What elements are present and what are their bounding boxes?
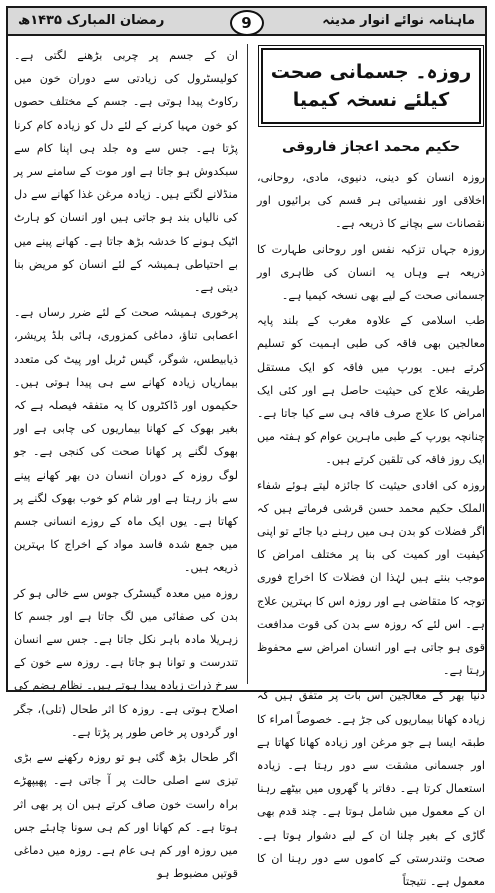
paragraph: پرخوری ہمیشہ صحت کے لئے ضرر رساں ہے۔ اعصابی تناؤ، دماغی کمزوری، ہائی بلڈ پریشر، ذیابیطس، شوگر، گیس ٹربل اور پیٹ کی متعدد بیماریاں زیادہ کھانے سے ہی پیدا ہوتی ہیں۔ حکیموں اور ڈاکٹروں کا یہ متفقہ فیصلہ ہے کہ بغیر بھوک کے کھانا بیماریوں کی چابی ہے اور بھوک لگنے پر کھانا صحت کی کنجی ہے۔ جو لوگ روزہ کے دوران انسان دن بھر کھانے پینے سے باز رہتا ہے اور شام کو خوب بھوک لگنے پر کھاتا ہے۔ یوں ایک ماہ کے روزے انسانی جسم میں جمع شدہ فاسد مواد کے اخراج کا بہترین ذریعہ ہیں۔ xyxy=(14,306,238,575)
article-author: حکیم محمد اعجاز فاروقی xyxy=(281,139,461,155)
magazine-title: ماہنامہ نوائے انوار مدینہ xyxy=(322,13,475,28)
paragraph: روزہ جہاں تزکیہ نفس اور روحانی طہارت کا ذریعہ ہے وہاں یہ انسان کی ظاہری اور جسمانی صحت کے لیے بھی نسخہ کیمیا ہے۔ xyxy=(257,242,485,303)
paragraph: روزہ میں معدہ گیسٹرک جوس سے خالی ہو کر بدن کی صفائی میں لگ جاتا ہے اور جسم کا زہریلا مادہ باہر نکل جاتا ہے۔ جس سے انسان تندرست و توانا ہو جاتا ہے۔ روزہ سے خون کے سرخ ذرات زیادہ پیدا ہوتے ہیں۔ نظام ہضم کی اصلاح ہوتی ہے۔ روزہ کا اثر طحال (تلی)، جگر اور گردوں پر خاص طور پر پڑتا ہے۔ xyxy=(14,586,238,739)
left-column xyxy=(14,44,238,881)
paragraph: ان کے جسم پر چربی بڑھنے لگتی ہے۔ کولیسٹرول کی زیادتی سے دوران خون میں رکاوٹ پیدا ہوتی ہے۔ جسم کے مختلف حصوں کو خون مہیا کرنے کے لئے دل کو زیادہ کام کرنا پڑتا ہے۔ جس سے وہ جلد ہی اپنا کام سے سبکدوش ہو جاتا ہے اور موت کے سامنے سر پر منڈلانے لگتے ہیں۔ زیادہ مرغن غذا کھانے سے دل کی نالیاں بند ہو جاتی ہیں اور انسان کو ہارٹ اٹیک ہونے کا خدشہ بڑھ جاتا ہے۔ کھانے پینے میں بے احتیاطی ہمیشہ کے لئے انسان کو مریض بنا دیتی ہے۔ xyxy=(14,49,238,295)
issue-label: رمضان المبارک ۱۴۳۵ھ xyxy=(18,13,165,28)
page-number: 9 xyxy=(230,10,264,36)
paragraph: روزہ کی افادی حیثیت کا جائزہ لیتے ہوئے شفاء الملک حکیم محمد حسن قرشی فرماتے ہیں کہ اگر فضلات کو بدن ہی میں رہنے دیا جائے تو اپنی کیفیت اور کمیت کی بنا پر مختلف امراض کا موجب بنتے ہیں لہٰذا ان فضلات کا اخراج فوری توجہ کا متقاضی ہے اور روزہ اس کا بہترین علاج ہے۔ اس لئے کہ روزہ سے بدن کی قوت مدافعت قوی ہو جاتی ہے اور انسان امراض سے محفوظ رہتا ہے۔ xyxy=(257,478,485,678)
paragraph: روزہ انسان کو دینی، دنیوی، مادی، روحانی، اخلاقی اور نفسیاتی ہر قسم کی برائیوں اور نقصانات سے بچانے کا ذریعہ ہے۔ xyxy=(257,171,485,231)
right-column xyxy=(257,44,485,889)
paragraph: اگر طحال بڑھ گئی ہو تو روزہ رکھنے سے بڑی تیزی سے اصلی حالت پر آ جاتی ہے۔ پھیپھڑے براہ راست خون صاف کرتے ہیں ان پر بھی اثر ہوتا ہے۔ کم کھانا اور کم ہی سونا چاہئے جس میں روزہ اور کم ہی عام ہے۔ روزہ میں دماغی قوتیں مضبوط ہو xyxy=(14,751,238,881)
paragraph: دنیا بھر کے معالجین اس بات پر متفق ہیں کہ زیادہ کھانا بیماریوں کی جڑ ہے۔ خصوصاً امراء کا طبقہ ایسا ہے جو مرغن اور زیادہ کھانا کھاتا ہے اور جسمانی مشقت سے دور رہتا ہے۔ زیادہ استعمال کرتا ہے۔ دفاتر یا گھروں میں بیٹھے رہنا ان کے معمول میں شامل ہوتا ہے۔ چند قدم بھی گاڑی کے بغیر چلنا ان کے لیے دشوار ہوتا ہے۔ صحت وتندرستی کے کاموں سے دور رہنا ان کا معمول ہے۔ نتیجتاً xyxy=(257,689,485,889)
column-divider xyxy=(247,44,248,684)
page-header xyxy=(8,8,485,36)
paragraph: طب اسلامی کے علاوہ مغرب کے بلند پایہ معالجین بھی فاقہ کی طبی اہمیت کو تسلیم کرتے ہیں۔ یورپ میں فاقہ کو ایک مستقل طریقہ علاج کی حیثیت حاصل ہے اور کئی ایک امراض کا علاج صرف فاقہ ہی سے کیا جاتا ہے۔ چنانچہ یورپ کے طبی ماہرین عوام کو ہفتہ میں ایک روز فاقہ کی تلقین کرتے ہیں۔ xyxy=(257,314,485,467)
article-title: روزہ۔ جسمانی صحت کیلئے نسخہ کیمیا xyxy=(261,48,481,124)
